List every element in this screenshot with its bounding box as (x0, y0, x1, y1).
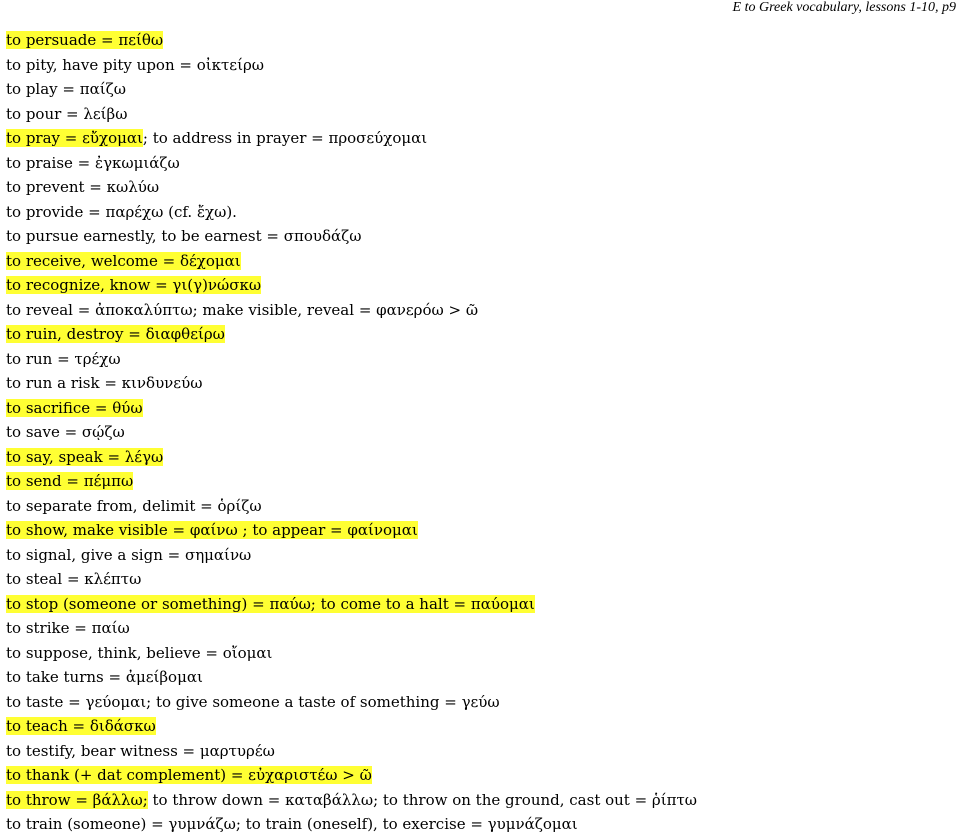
entry-text: to run a risk = κινδυνεύω (6, 374, 203, 392)
vocab-entry (6, 77, 697, 102)
entry-text: to train (someone) = γυμνάζω; to train (oneself), to exercise = γυμνάζομαι (6, 815, 578, 833)
highlighted-text: to send = πέμπω (6, 472, 134, 490)
entry-text: to pursue earnestly, to be earnest = σπουδάζω (6, 227, 362, 245)
vocab-entry (6, 322, 697, 347)
highlighted-text: to persuade = πείθω (6, 31, 164, 49)
entry-text: to separate from, delimit = ὁρίζω (6, 496, 262, 515)
highlighted-text: to show, make visible = φαίνω ; to appear = φαίνομαι (6, 521, 418, 539)
entry-text: to pity, have pity upon = οἰκτείρω (6, 55, 265, 74)
vocab-entry (6, 151, 697, 176)
entry-text: to play = παίζω (6, 80, 126, 98)
highlighted-text: to pray = εὔχομαι (6, 129, 143, 147)
vocab-entry (6, 518, 697, 543)
highlighted-text: to throw = βάλλω; (6, 790, 148, 809)
vocab-entry (6, 616, 697, 641)
entry-text: to steal = κλέπτω (6, 570, 142, 588)
vocab-entry (6, 420, 697, 445)
highlighted-text: to sacrifice = θύω (6, 398, 143, 417)
entry-text: to run = τρέχω (6, 349, 121, 368)
highlighted-text: to thank (+ dat complement) = εὐχαριστέω > ῶ (6, 766, 372, 784)
page-header: E to Greek vocabulary, lessons 1-10, p9 (732, 0, 956, 15)
vocab-entry (6, 690, 697, 715)
highlighted-text: to say, speak = λέγω (6, 447, 164, 466)
vocab-entry (6, 273, 697, 298)
highlighted-text: to teach = διδάσκω (6, 717, 156, 735)
vocab-entry (6, 249, 697, 274)
entry-text: to signal, give a sign = σημαίνω (6, 545, 252, 564)
vocab-entry (6, 641, 697, 666)
entry-text: to pour = λείβω (6, 104, 128, 123)
highlighted-text: to receive, welcome = δέχομαι (6, 251, 241, 270)
vocab-entry (6, 763, 697, 788)
vocab-entry (6, 224, 697, 249)
entry-text: to taste = γεύομαι; to give someone a taste of something = γεύω (6, 692, 500, 711)
vocab-entry (6, 396, 697, 421)
vocab-entry (6, 812, 697, 837)
entry-text: to throw down = καταβάλλω; to throw on the ground, cast out = ῥίπτω (147, 790, 698, 809)
entry-text: to take turns = ἀμείβομαι (6, 668, 203, 686)
entry-text: ; to address in prayer = προσεύχομαι (142, 129, 428, 147)
vocab-entry (6, 739, 697, 764)
highlighted-text: to stop (someone or something) = παύω; to come to a halt = παύομαι (6, 594, 535, 613)
entry-text: to testify, bear witness = μαρτυρέω (6, 741, 275, 760)
entry-text: to strike = παίω (6, 619, 130, 637)
entry-text: to provide = παρέχω (cf. ἔχω). (6, 202, 237, 221)
entry-text: to suppose, think, believe = οἴομαι (6, 643, 273, 662)
highlighted-text: to recognize, know = γι(γ)νώσκω (6, 276, 262, 294)
vocab-entry (6, 567, 697, 592)
vocab-entry (6, 469, 697, 494)
vocab-entry (6, 175, 697, 200)
vocab-entry (6, 298, 697, 323)
vocab-entry (6, 494, 697, 519)
vocab-entry (6, 543, 697, 568)
entry-text: to reveal = ἀποκαλύπτω; make visible, reveal = φανερόω > ῶ (6, 300, 479, 319)
vocab-entry (6, 665, 697, 690)
vocab-entry (6, 592, 697, 617)
vocab-entry (6, 347, 697, 372)
vocab-entry (6, 28, 697, 53)
entry-text: to praise = ἐγκωμιάζω (6, 153, 180, 172)
vocab-entry (6, 788, 697, 813)
vocab-entry (6, 126, 697, 151)
vocab-entry (6, 53, 697, 78)
vocab-entry (6, 371, 697, 396)
vocab-entry (6, 102, 697, 127)
vocab-entry (6, 714, 697, 739)
entry-text: to save = σῴζω (6, 423, 125, 441)
vocab-entry (6, 200, 697, 225)
vocab-entry (6, 445, 697, 470)
entry-text: to prevent = κωλύω (6, 178, 160, 196)
highlighted-text: to ruin, destroy = διαφθείρω (6, 325, 225, 343)
vocab-list (6, 28, 697, 837)
